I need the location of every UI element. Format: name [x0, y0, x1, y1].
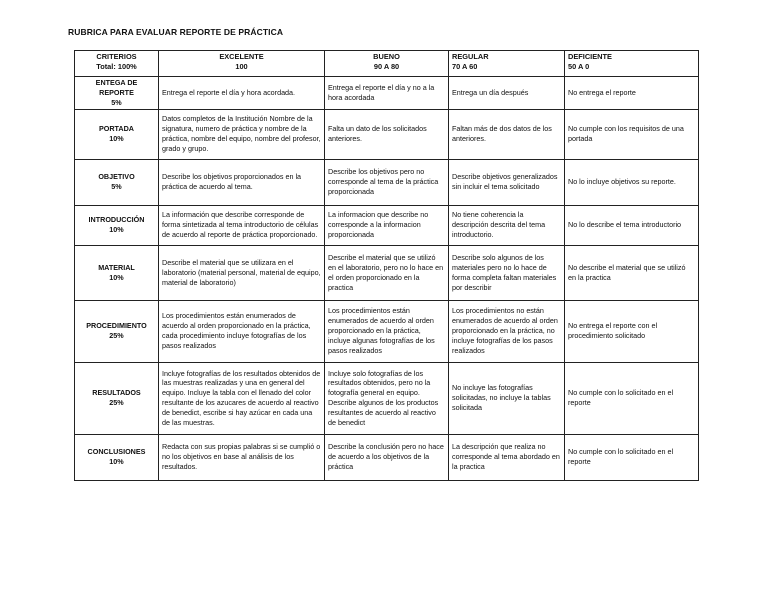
- header-label: CRITERIOS: [96, 52, 137, 61]
- rubric-row: [75, 362, 699, 434]
- level-description: Los procedimientos están enumerados de acuerdo al orden proporcionado en la práctica, cada procedimiento incluye fotografías de los pasos realizados: [159, 300, 325, 362]
- level-description: La información que describe corresponde de forma sintetizada al tema introductorio de células de acuerdo al reporte de práctica proporcionado.: [159, 205, 325, 245]
- level-description: Faltan más de dos datos de los anteriores.: [449, 109, 565, 159]
- header-sub: 90 A 80: [373, 62, 400, 72]
- rubric-row: [75, 300, 699, 362]
- criterion-name: CONCLUSIONES: [87, 447, 146, 457]
- criterion-weight: 5%: [111, 182, 122, 192]
- header-sub: 50 A 0: [568, 62, 590, 72]
- document-title: RUBRICA PARA EVALUAR REPORTE DE PRÁCTICA: [68, 27, 284, 37]
- criterion-weight: 10%: [109, 272, 124, 282]
- rubric-row: [75, 109, 699, 159]
- level-description: No describe el material que se utilizó en la practica: [565, 245, 699, 300]
- criterion-cell: [75, 159, 159, 205]
- header-criterios: [75, 51, 159, 77]
- rubric-table: [74, 50, 699, 481]
- criterion-cell: [75, 245, 159, 300]
- rubric-row: [75, 434, 699, 480]
- criterion-weight: 25%: [109, 331, 124, 341]
- criterion-name: PROCEDIMIENTO: [86, 321, 147, 331]
- level-description: No tiene coherencia la descripción descrita del tema introductorio.: [449, 205, 565, 245]
- criterion-cell: [75, 77, 159, 110]
- level-description: No incluye las fotografías solicitadas, no incluye la tablas solicitada: [449, 362, 565, 434]
- header-excelente: [159, 51, 325, 77]
- header-label: EXCELENTE: [219, 52, 264, 61]
- criterion-cell: [75, 434, 159, 480]
- rubric-row: [75, 77, 699, 110]
- criterion-name: PORTADA: [98, 124, 134, 134]
- level-description: Incluye fotografías de los resultados obtenidos de las muestras realizadas y una en general del equipo. Incluye la tabla con el llenado del color resultante de los azucares de acuerdo al reactivo de benedict, escribe si hay azúcar en cada una de las muestras.: [159, 362, 325, 434]
- level-description: Datos completos de la Institución Nombre de la signatura, numero de práctica y nombre de la práctica, nombre del equipo, nombre del profesor, grado y grupo.: [159, 109, 325, 159]
- level-description: Describe solo algunos de los materiales pero no lo hace de forma completa faltan materiales por describir: [449, 245, 565, 300]
- criterion-weight: 10%: [109, 225, 124, 235]
- criterion-cell: [75, 205, 159, 245]
- header-deficiente: [565, 51, 699, 77]
- level-description: No entrega el reporte con el procedimiento solicitado: [565, 300, 699, 362]
- criterion-cell: [75, 300, 159, 362]
- level-description: Entrega un día después: [449, 77, 565, 110]
- level-description: No cumple con los requisitos de una portada: [565, 109, 699, 159]
- level-description: No entrega el reporte: [565, 77, 699, 110]
- rubric-row: [75, 159, 699, 205]
- level-description: La informacion que describe no corresponde a la informacion proporcionada: [325, 205, 449, 245]
- criterion-weight: 5%: [111, 97, 122, 107]
- level-description: No cumple con lo solicitado en el reporte: [565, 434, 699, 480]
- criterion-name: MATERIAL: [98, 262, 135, 272]
- level-description: Describe el material que se utilizara en el laboratorio (material personal, material de equipo, material de laboratorio): [159, 245, 325, 300]
- criterion-name: OBJETIVO: [98, 172, 135, 182]
- level-description: No cumple con lo solicitado en el reporte: [565, 362, 699, 434]
- header-sub: Total: 100%: [96, 62, 137, 72]
- level-description: No lo incluye objetivos su reporte.: [565, 159, 699, 205]
- rubric-body: [75, 77, 699, 481]
- header-sub: 70 A 60: [452, 62, 478, 72]
- level-description: No lo describe el tema introductorio: [565, 205, 699, 245]
- criterion-cell: [75, 362, 159, 434]
- level-description: Redacta con sus propias palabras si se cumplió o no los objetivos en base al análisis de los resultados.: [159, 434, 325, 480]
- level-description: Describe los objetivos pero no corresponde al tema de la práctica proporcionada: [325, 159, 449, 205]
- level-description: Describe la conclusión pero no hace de acuerdo a los objetivos de la práctica: [325, 434, 449, 480]
- criterion-name: RESULTADOS: [92, 388, 141, 398]
- criterion-name: INTRODUCCIÓN: [88, 215, 145, 225]
- criterion-weight: 25%: [109, 398, 124, 408]
- header-label: BUENO: [373, 52, 400, 61]
- header-label: REGULAR: [452, 52, 489, 61]
- header-regular: [449, 51, 565, 77]
- level-description: Describe el material que se utilizó en el laboratorio, pero no lo hace en el orden proporcionado en la practica: [325, 245, 449, 300]
- header-bueno: [325, 51, 449, 77]
- criterion-weight: 10%: [109, 134, 124, 144]
- criterion-name: ENTEGA DE REPORTE: [95, 78, 138, 97]
- level-description: Los procedimientos están enumerados de acuerdo al orden proporcionado en la práctica, incluye algunas fotografías de los pasos realizados: [325, 300, 449, 362]
- criterion-cell: [75, 109, 159, 159]
- header-row: [75, 51, 699, 77]
- header-label: DEFICIENTE: [568, 52, 612, 61]
- level-description: Describe objetivos generalizados sin incluir el tema solicitado: [449, 159, 565, 205]
- level-description: Describe los objetivos proporcionados en la práctica de acuerdo al tema.: [159, 159, 325, 205]
- level-description: La descripción que realiza no corresponde al tema abordado en la practica: [449, 434, 565, 480]
- rubric-row: [75, 245, 699, 300]
- level-description: Falta un dato de los solicitados anteriores.: [325, 109, 449, 159]
- level-description: Los procedimientos no están enumerados de acuerdo al orden proporcionado en la práctica, no incluye fotografías de los pasos realizados: [449, 300, 565, 362]
- level-description: Entrega el reporte el día y no a la hora acordada: [325, 77, 449, 110]
- criterion-weight: 10%: [109, 457, 124, 467]
- level-description: Incluye solo fotografías de los resultados obtenidos, pero no la fotografía general en equipo. Describe algunos de los productos resultantes de acuerdo al reactivo de benedict: [325, 362, 449, 434]
- header-sub: 100: [235, 62, 248, 72]
- rubric-row: [75, 205, 699, 245]
- level-description: Entrega el reporte el día y hora acordada.: [159, 77, 325, 110]
